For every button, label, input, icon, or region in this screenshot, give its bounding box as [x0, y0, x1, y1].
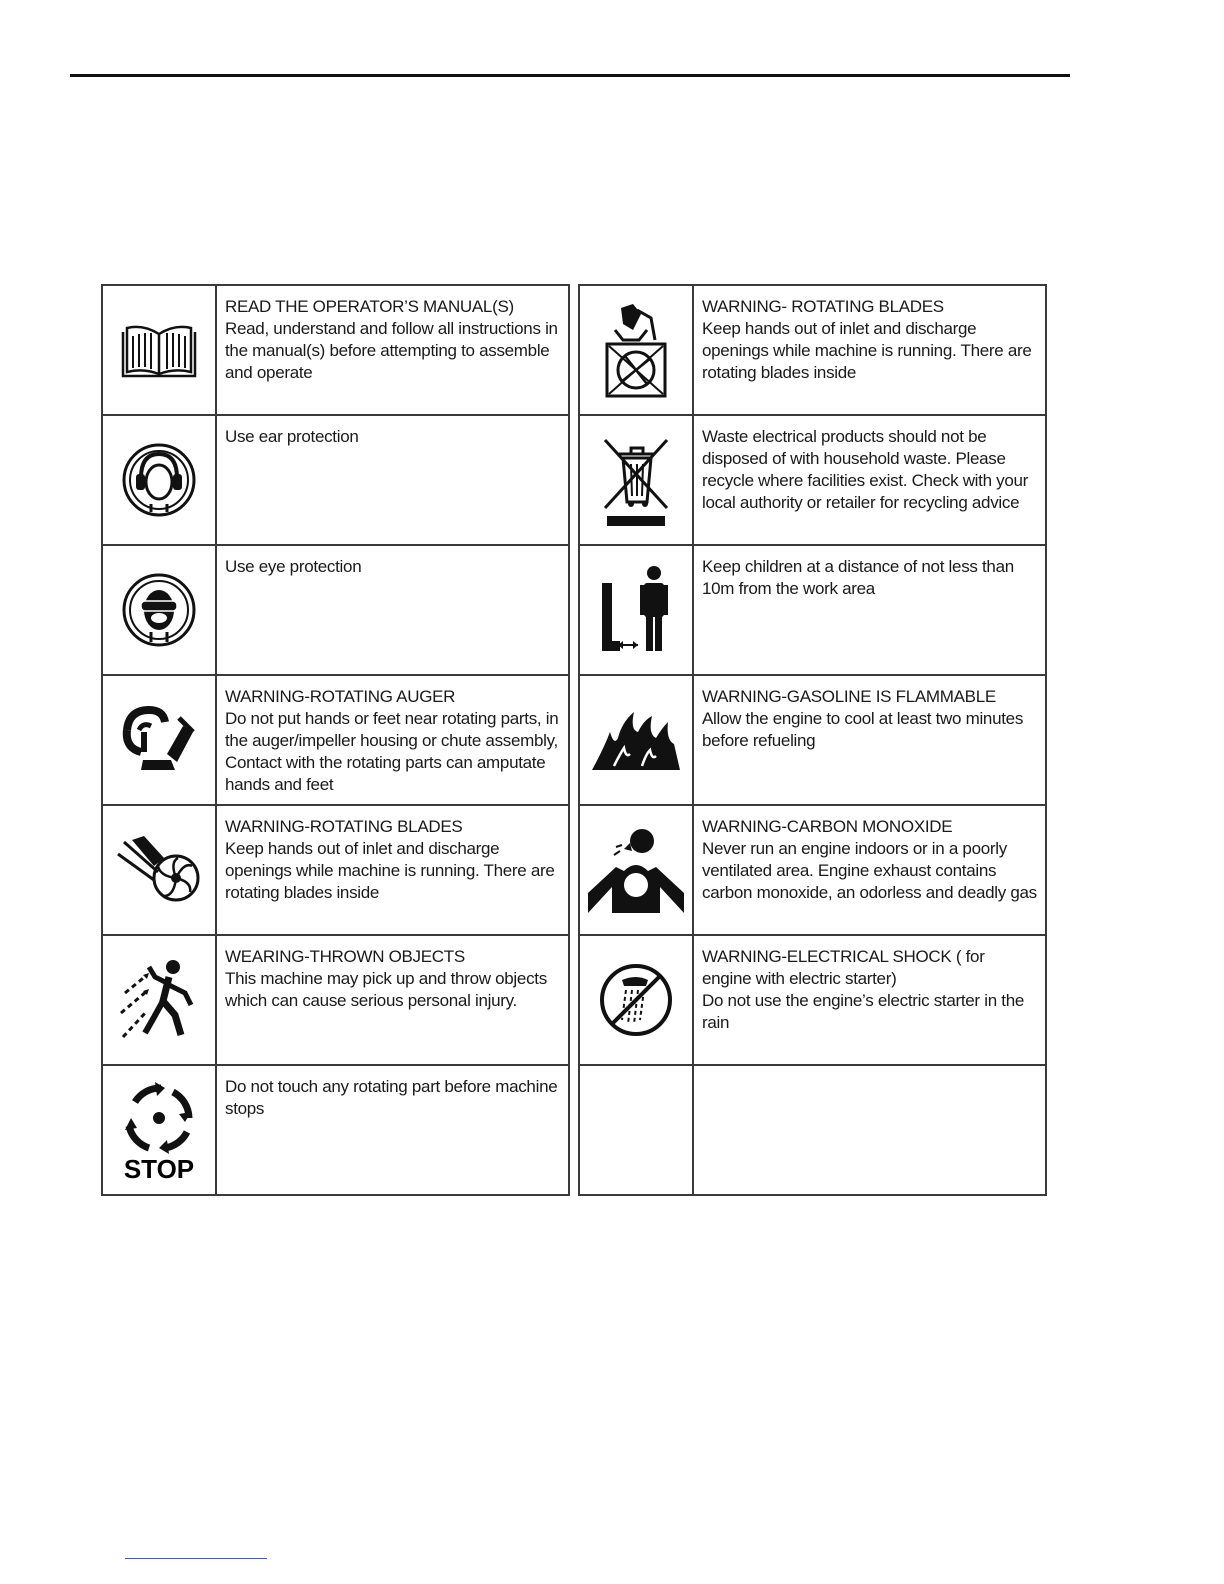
symbol-description: Never run an engine indoors or in a poorly ventilated area. Engine exhaust contains carbon monoxide, an odorless and deadly gas — [702, 839, 1037, 902]
flammable-fire-icon — [590, 708, 682, 772]
symbol-row — [579, 415, 1046, 545]
description-cell — [693, 545, 1046, 675]
stop-rotating-icon — [117, 1078, 201, 1182]
icon-cell — [102, 805, 216, 935]
description-cell — [216, 675, 569, 805]
icon-cell — [579, 935, 693, 1065]
symbol-row — [102, 675, 569, 805]
symbol-title: WARNING-GASOLINE IS FLAMMABLE — [702, 687, 996, 706]
rotating-blades-chute-icon — [603, 300, 669, 400]
symbol-title: READ THE OPERATOR’S MANUAL(S) — [225, 297, 514, 316]
symbol-row — [102, 545, 569, 675]
top-rule — [70, 74, 1070, 77]
description-cell — [216, 545, 569, 675]
manual-book-icon — [117, 318, 201, 382]
symbol-title: WARNING-CARBON MONOXIDE — [702, 817, 953, 836]
icon-cell — [579, 675, 693, 805]
safety-symbols-table-left — [101, 284, 570, 1196]
empty-description-cell — [693, 1065, 1046, 1195]
symbol-description: Do not use the engine’s electric starter in the rain — [702, 991, 1024, 1032]
description-cell — [693, 415, 1046, 545]
symbol-title: Use ear protection — [225, 427, 359, 446]
description-cell — [216, 285, 569, 415]
icon-cell — [102, 545, 216, 675]
description-cell — [693, 285, 1046, 415]
symbol-description: Keep hands out of inlet and discharge openings while machine is running. There are rotating blades inside — [702, 319, 1032, 382]
footer-link-underline — [125, 1558, 267, 1559]
icon-cell — [102, 1065, 216, 1195]
symbol-row — [579, 805, 1046, 935]
symbol-description: Read, understand and follow all instructions in the manual(s) before attempting to assemble and operate — [225, 319, 558, 382]
symbol-title: Use eye protection — [225, 557, 362, 576]
symbol-title: WARNING-ROTATING BLADES — [225, 817, 463, 836]
symbol-row — [102, 805, 569, 935]
description-cell — [693, 675, 1046, 805]
empty-icon-cell — [579, 1065, 693, 1195]
icon-cell — [579, 805, 693, 935]
description-cell — [693, 935, 1046, 1065]
symbol-title: Waste electrical products should not be disposed of with household waste. Please recycle where facilities exist. Check with your local authority or retailer for recycling advice — [702, 427, 1029, 512]
safety-symbols-table-right — [578, 284, 1047, 1196]
weee-bin-icon — [601, 432, 671, 528]
description-cell — [216, 805, 569, 935]
symbol-title: Keep children at a distance of not less than 10m from the work area — [702, 557, 1014, 598]
symbol-row — [102, 415, 569, 545]
description-cell — [216, 415, 569, 545]
icon-cell — [102, 935, 216, 1065]
icon-cell — [579, 285, 693, 415]
symbol-title: WARNING- ROTATING BLADES — [702, 297, 944, 316]
symbol-row — [579, 1065, 1046, 1195]
icon-cell — [102, 675, 216, 805]
symbol-title: WARNING-ELECTRICAL SHOCK ( for engine with electric starter) — [702, 947, 985, 988]
symbol-title: WARNING-ROTATING AUGER — [225, 687, 456, 706]
thrown-objects-icon — [117, 957, 201, 1043]
symbol-row — [579, 675, 1046, 805]
description-cell — [693, 805, 1046, 935]
description-cell — [216, 935, 569, 1065]
icon-cell — [102, 285, 216, 415]
symbol-description: This machine may pick up and throw objects which can cause serious personal injury. — [225, 969, 547, 1010]
rotating-blades-hand-icon — [114, 832, 204, 908]
symbol-description: Allow the engine to cool at least two minutes before refueling — [702, 709, 1024, 750]
symbol-row — [102, 285, 569, 415]
icon-cell — [579, 415, 693, 545]
ear-protection-icon — [121, 442, 197, 518]
symbol-row — [579, 935, 1046, 1065]
symbol-title: WEARING-THROWN OBJECTS — [225, 947, 465, 966]
icon-cell — [102, 415, 216, 545]
no-rain-icon — [598, 962, 674, 1038]
symbol-row — [579, 545, 1046, 675]
symbol-row — [102, 935, 569, 1065]
description-cell — [216, 1065, 569, 1195]
rotating-auger-icon — [119, 704, 199, 776]
eye-protection-icon — [121, 572, 197, 648]
carbon-monoxide-icon — [586, 827, 686, 913]
symbol-row — [579, 285, 1046, 415]
symbol-description: Keep hands out of inlet and discharge openings while machine is running. There are rotating blades inside — [225, 839, 555, 902]
symbol-title: Do not touch any rotating part before machine stops — [225, 1077, 558, 1118]
symbol-description: Do not put hands or feet near rotating parts, in the auger/impeller housing or chute assembly, Contact with the rotating parts can amputate hands and feet — [225, 709, 559, 794]
stop-label: STOP — [123, 1154, 195, 1182]
symbol-row — [102, 1065, 569, 1195]
icon-cell — [579, 545, 693, 675]
children-distance-icon — [598, 565, 674, 655]
